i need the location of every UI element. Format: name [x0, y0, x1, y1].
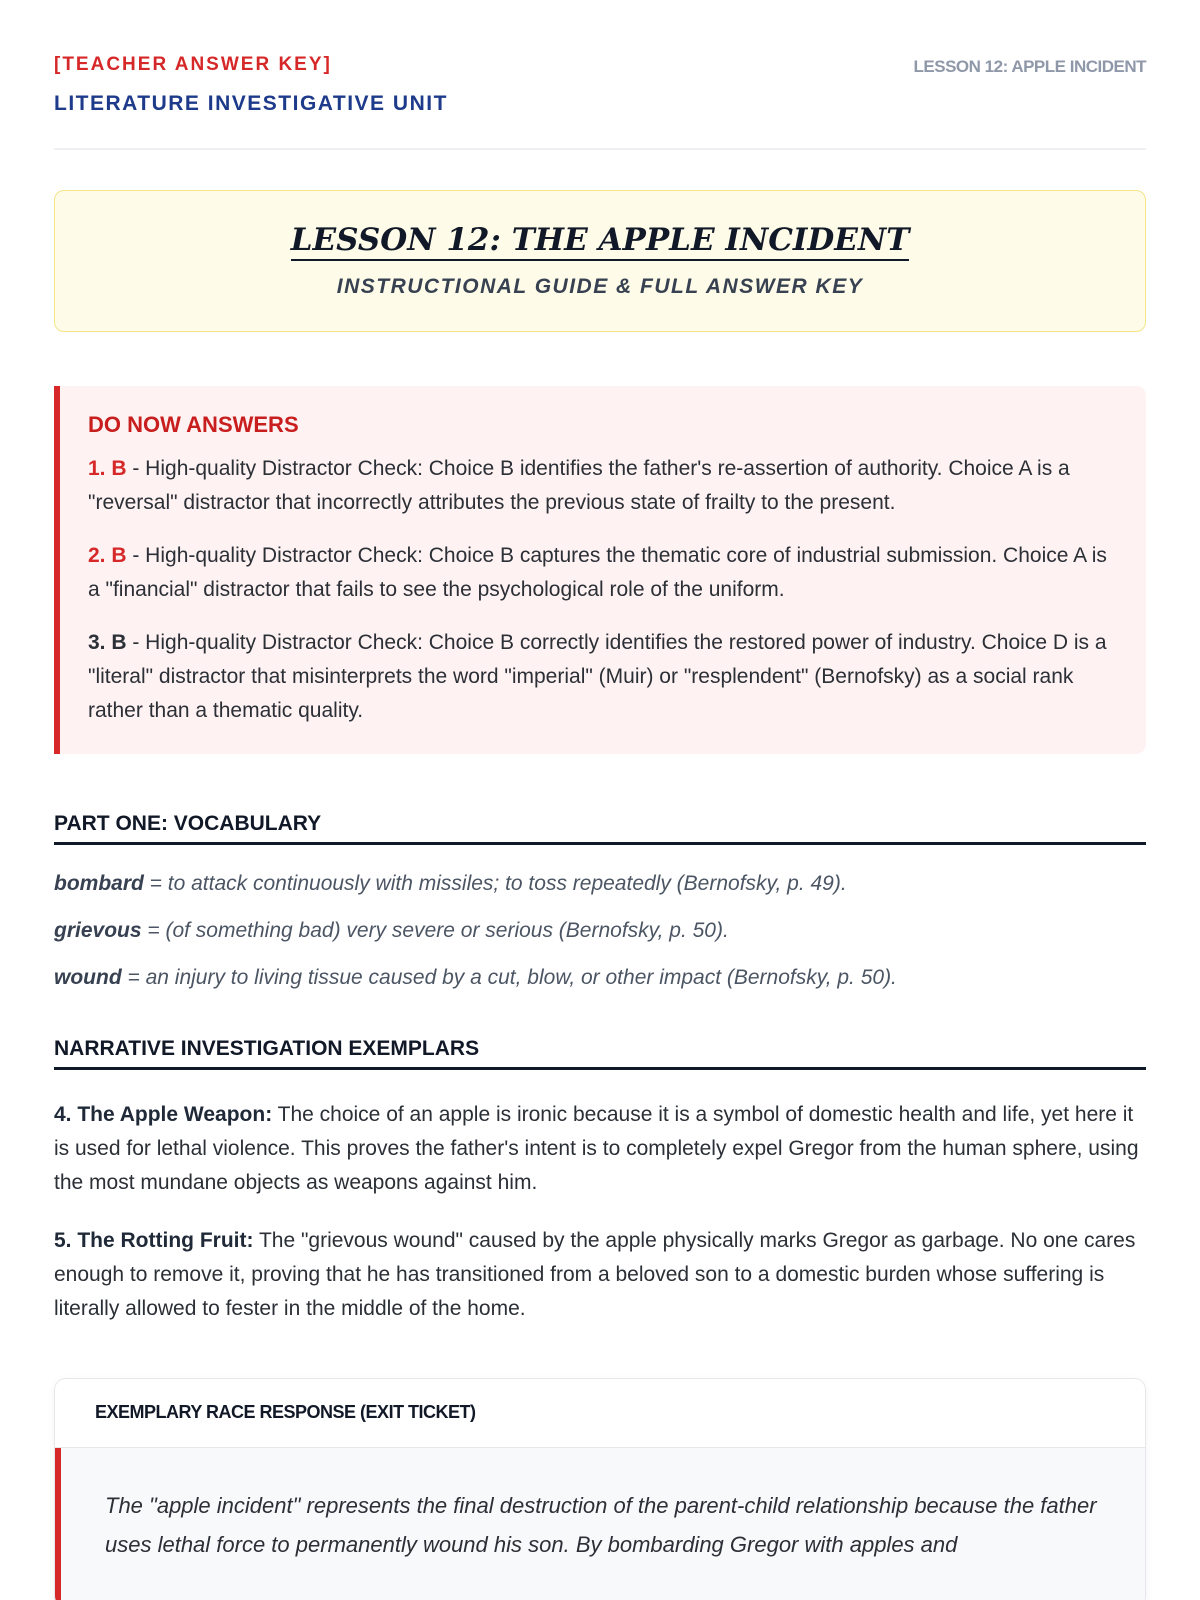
vocab-item — [54, 963, 1146, 993]
race-response-card — [54, 1378, 1146, 1600]
answer-text: - High-quality Distractor Check: Choice B identifies the father's re-assertion of authority. Choice A is a "reversal" distractor that incorrectly attributes the previous state of frailty to the present. — [88, 457, 1070, 514]
teacher-key-label: [TEACHER ANSWER KEY] — [54, 54, 332, 75]
exemplar-lead: 5. The Rotting Fruit: — [54, 1229, 254, 1252]
vocab-item — [54, 916, 1146, 946]
race-response-heading: EXEMPLARY RACE RESPONSE (EXIT TICKET) — [55, 1379, 1145, 1448]
vocab-term: bombard — [54, 872, 144, 895]
answer-item — [88, 539, 1112, 607]
lesson-subtitle: INSTRUCTIONAL GUIDE & FULL ANSWER KEY — [336, 275, 864, 298]
lesson-title-box — [54, 190, 1146, 332]
vocab-term: wound — [54, 966, 122, 989]
exemplar-item — [54, 1098, 1146, 1200]
do-now-heading: DO NOW ANSWERS — [88, 412, 299, 437]
exemplar-lead: 4. The Apple Weapon: — [54, 1103, 273, 1126]
race-response-text: The "apple incident" represents the final destruction of the parent-child relationship because the father uses lethal force to permanently wound his son. By bombarding Gregor with apples and — [55, 1448, 1145, 1600]
answer-text: - High-quality Distractor Check: Choice B correctly identifies the restored power of industry. Choice D is a "literal" distractor that misinterprets the word "imperial" (Muir) or "resplendent" (Bernofsky) as a social rank rather than a thematic quality. — [88, 631, 1107, 722]
exemplar-item — [54, 1224, 1146, 1326]
lesson-reference: LESSON 12: APPLE INCIDENT — [913, 57, 1146, 76]
narrative-heading: NARRATIVE INVESTIGATION EXEMPLARS — [54, 1037, 1146, 1070]
unit-title: LITERATURE INVESTIGATIVE UNIT — [54, 92, 448, 115]
answer-number: 3. B — [88, 631, 127, 654]
do-now-answers-box — [54, 386, 1146, 754]
answer-item — [88, 452, 1112, 520]
vocab-definition: = an injury to living tissue caused by a cut, blow, or other impact (Bernofsky, p. 50). — [121, 966, 897, 989]
vocab-definition: = to attack continuously with missiles; to toss repeatedly (Bernofsky, p. 49). — [143, 872, 847, 895]
answer-text: - High-quality Distractor Check: Choice B captures the thematic core of industrial submission. Choice A is a "financial" distractor that fails to see the psychological role of the uniform. — [88, 544, 1107, 601]
answer-number: 1. B — [88, 457, 127, 480]
vocab-item — [54, 869, 1146, 899]
vocab-term: grievous — [54, 919, 142, 942]
vocab-definition: = (of something bad) very severe or serious (Bernofsky, p. 50). — [141, 919, 729, 942]
answer-number: 2. B — [88, 544, 127, 567]
page-header — [54, 0, 1146, 150]
lesson-title: LESSON 12: THE APPLE INCIDENT — [291, 221, 910, 261]
answer-item — [88, 626, 1112, 728]
exemplar-text: The choice of an apple is ironic because it is a symbol of domestic health and life, yet here it is used for lethal violence. This proves the father's intent is to completely expel Gregor from the human sphere, using the most mundane objects as weapons against him. — [54, 1103, 1139, 1194]
exemplar-text: The "grievous wound" caused by the apple physically marks Gregor as garbage. No one cares enough to remove it, proving that he has transitioned from a beloved son to a domestic burden whose suffering is literally allowed to fester in the middle of the home. — [54, 1229, 1136, 1320]
vocabulary-heading: PART ONE: VOCABULARY — [54, 812, 1146, 845]
vocabulary-list — [54, 869, 1146, 993]
